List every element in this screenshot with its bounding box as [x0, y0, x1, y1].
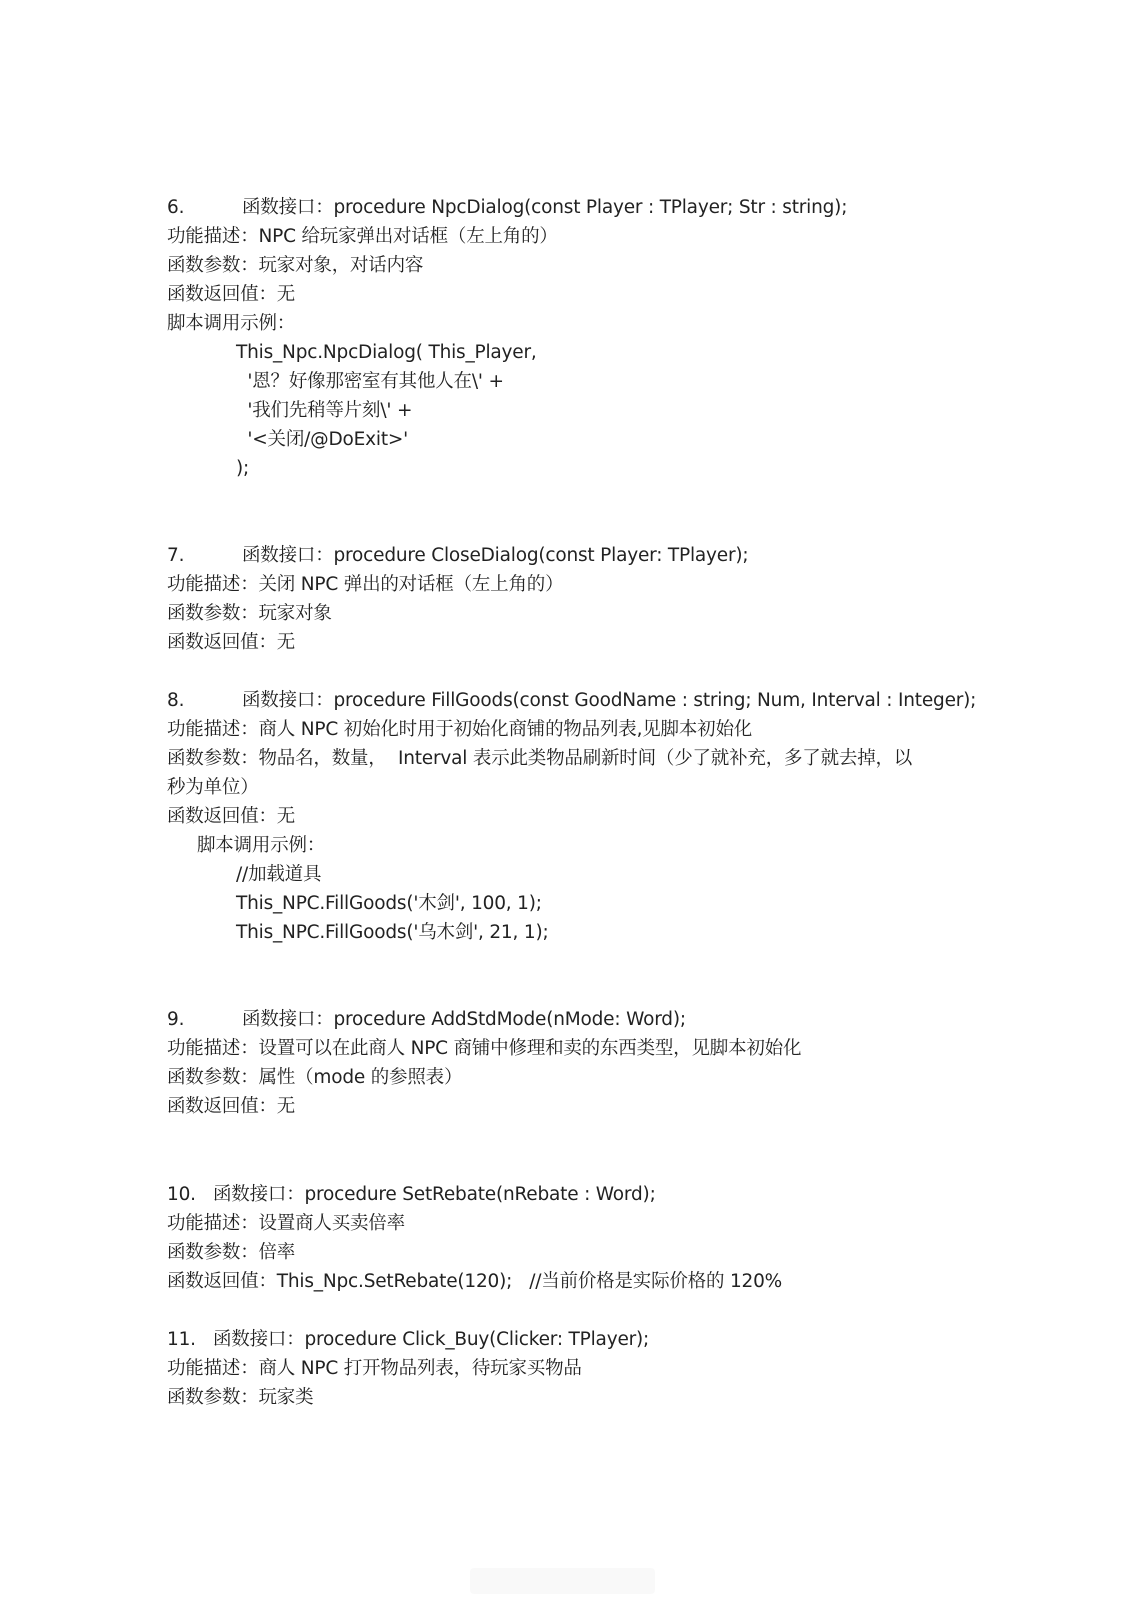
section-number: 9. [167, 1009, 185, 1030]
section-number: 11. [167, 1329, 196, 1350]
example-label: 脚本调用示例： [197, 835, 326, 856]
section-number: 6. [167, 197, 185, 218]
section-number: 8. [167, 690, 185, 711]
code-line: '我们先稍等片刻\' + [236, 400, 413, 421]
interface-signature: 函数接口：procedure FillGoods(const GoodName : string; Num, Interval : Integer); [242, 690, 977, 711]
interface-signature: 函数接口：procedure AddStdMode(nMode: Word); [242, 1009, 686, 1030]
interface-signature: 函数接口：procedure CloseDialog(const Player: TPlayer); [242, 545, 749, 566]
section-number: 7. [167, 545, 185, 566]
code-line: //加载道具 [236, 864, 322, 885]
return-line: 函数返回值：无 [167, 1096, 296, 1117]
interface-signature: 函数接口：procedure NpcDialog(const Player : TPlayer; Str : string); [242, 197, 848, 218]
params-line: 函数参数：物品名，数量， Interval 表示此类物品刷新时间（少了就补充，多了就去掉，以 [167, 748, 913, 769]
code-line: This_NPC.FillGoods('乌木剑', 21, 1); [236, 922, 549, 943]
description-line: 功能描述：商人 NPC 初始化时用于初始化商铺的物品列表,见脚本初始化 [167, 719, 753, 740]
params-line-cont: 秒为单位） [167, 777, 259, 798]
params-line: 函数参数：倍率 [167, 1242, 296, 1263]
params-line: 函数参数：属性（mode 的参照表） [167, 1067, 463, 1088]
description-line: 功能描述：商人 NPC 打开物品列表，待玩家买物品 [167, 1358, 582, 1379]
code-line: This_NPC.FillGoods('木剑', 100, 1); [236, 893, 542, 914]
interface-signature: 函数接口：procedure Click_Buy(Clicker: TPlayer); [213, 1329, 650, 1350]
return-line: 函数返回值：This_Npc.SetRebate(120); //当前价格是实际价格的 120% [167, 1271, 783, 1292]
description-line: 功能描述：关闭 NPC 弹出的对话框（左上角的） [167, 574, 564, 595]
code-line: ); [236, 458, 250, 479]
section-number: 10. [167, 1184, 196, 1205]
code-line: This_Npc.NpcDialog( This_Player, [236, 342, 537, 363]
code-line: '<关闭/@DoExit>' [236, 429, 409, 450]
description-line: 功能描述：设置可以在此商人 NPC 商铺中修理和卖的东西类型，见脚本初始化 [167, 1038, 802, 1059]
params-line: 函数参数：玩家对象，对话内容 [167, 255, 424, 276]
description-line: 功能描述：NPC 给玩家弹出对话框（左上角的） [167, 226, 558, 247]
description-line: 功能描述：设置商人买卖倍率 [167, 1213, 405, 1234]
faint-watermark [470, 1568, 655, 1594]
example-label: 脚本调用示例： [167, 313, 296, 334]
code-line: '恩？好像那密室有其他人在\' + [236, 371, 504, 392]
interface-signature: 函数接口：procedure SetRebate(nRebate : Word); [213, 1184, 656, 1205]
return-line: 函数返回值：无 [167, 284, 296, 305]
return-line: 函数返回值：无 [167, 806, 296, 827]
return-line: 函数返回值：无 [167, 632, 296, 653]
params-line: 函数参数：玩家类 [167, 1387, 314, 1408]
params-line: 函数参数：玩家对象 [167, 603, 332, 624]
